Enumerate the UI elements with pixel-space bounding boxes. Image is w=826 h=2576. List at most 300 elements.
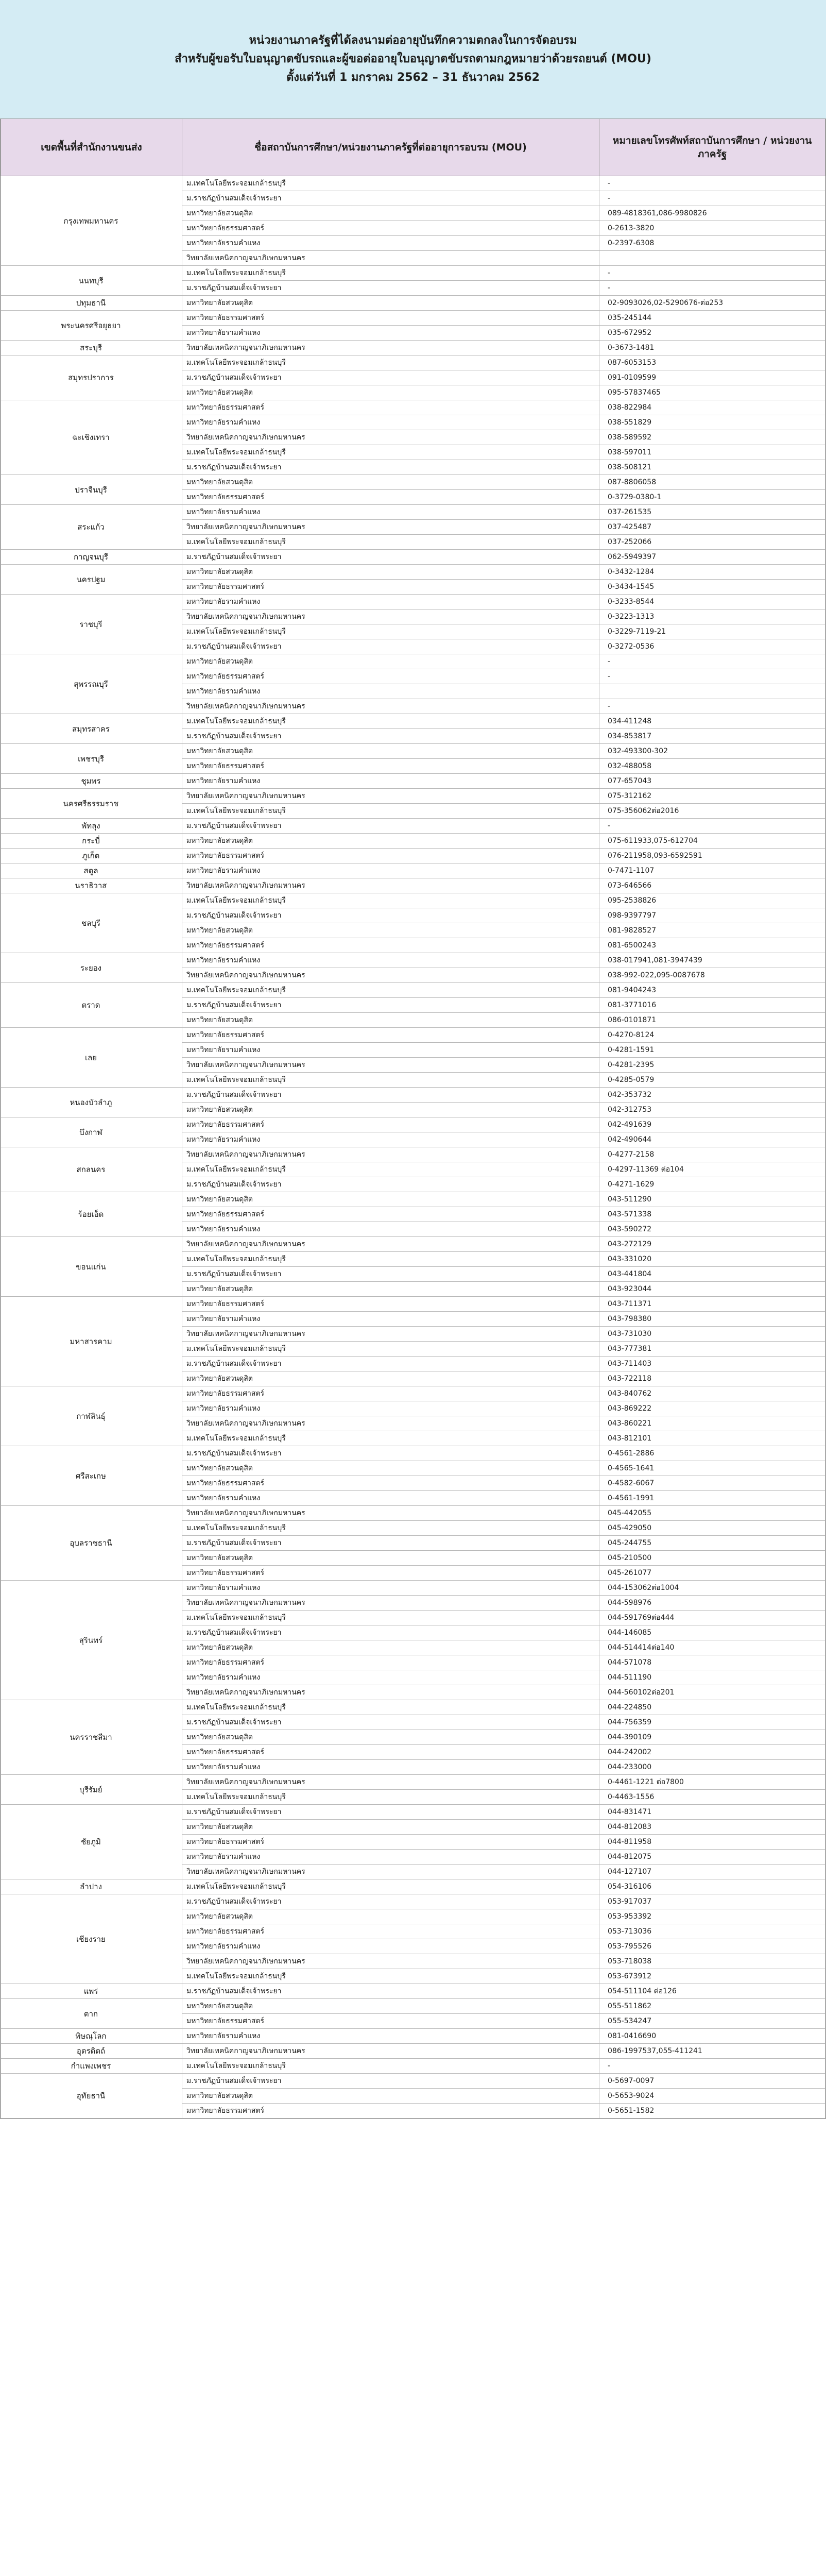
- column-header-province: เขตพื้นที่สำนักงานขนส่ง: [1, 119, 182, 176]
- province-cell: ฉะเชิงเทรา: [1, 400, 182, 475]
- phone-cell: 053-917037: [599, 1894, 825, 1909]
- province-cell: ร้อยเอ็ด: [1, 1192, 182, 1237]
- institution-cell: วิทยาลัยเทคนิคกาญจนาภิเษกมหานคร: [182, 699, 599, 714]
- institution-cell: ม.เทคโนโลยีพระจอมเกล้าธนบุรี: [182, 1342, 599, 1357]
- institution-cell: วิทยาลัยเทคนิคกาญจนาภิเษกมหานคร: [182, 1775, 599, 1790]
- institution-cell: มหาวิทยาลัยธรรมศาสตร์: [182, 221, 599, 236]
- institution-cell: ม.เทคโนโลยีพระจอมเกล้าธนบุรี: [182, 2059, 599, 2074]
- province-cell: พัทลุง: [1, 819, 182, 834]
- institution-cell: ม.ราชภัฏบ้านสมเด็จเจ้าพระยา: [182, 370, 599, 385]
- institution-cell: วิทยาลัยเทคนิคกาญจนาภิเษกมหานคร: [182, 1506, 599, 1521]
- table-row: [1, 714, 825, 729]
- phone-cell: 0-4561-1991: [599, 1491, 825, 1506]
- institution-cell: มหาวิทยาลัยธรรมศาสตร์: [182, 1655, 599, 1670]
- institution-cell: ม.เทคโนโลยีพระจอมเกล้าธนบุรี: [182, 1162, 599, 1177]
- province-cell: สุรินทร์: [1, 1581, 182, 1700]
- table-row: [1, 1088, 825, 1103]
- province-cell: อุบลราชธานี: [1, 1506, 182, 1581]
- institution-cell: วิทยาลัยเทคนิคกาญจนาภิเษกมหานคร: [182, 2044, 599, 2059]
- table-row: [1, 1805, 825, 1820]
- institution-cell: มหาวิทยาลัยธรรมศาสตร์: [182, 1386, 599, 1401]
- phone-cell: 038-508121: [599, 460, 825, 475]
- province-cell: นนทบุรี: [1, 266, 182, 296]
- institution-cell: มหาวิทยาลัยสวนดุสิต: [182, 1820, 599, 1835]
- phone-cell: 044-571078: [599, 1655, 825, 1670]
- province-cell: อุตรดิตถ์: [1, 2044, 182, 2059]
- province-cell: กระบี่: [1, 834, 182, 849]
- institution-cell: ม.ราชภัฏบ้านสมเด็จเจ้าพระยา: [182, 550, 599, 565]
- phone-cell: 073-646566: [599, 878, 825, 893]
- table-row: [1, 893, 825, 908]
- province-cell: มหาสารคาม: [1, 1297, 182, 1386]
- province-cell: นราธิวาส: [1, 878, 182, 893]
- institution-cell: มหาวิทยาลัยรามคำแหง: [182, 863, 599, 878]
- institution-cell: มหาวิทยาลัยรามคำแหง: [182, 953, 599, 968]
- institution-cell: วิทยาลัยเทคนิคกาญจนาภิเษกมหานคร: [182, 789, 599, 804]
- phone-cell: 034-853817: [599, 729, 825, 744]
- phone-cell: 0-4561-2886: [599, 1446, 825, 1461]
- table-row: [1, 834, 825, 849]
- province-cell: เลย: [1, 1028, 182, 1088]
- institution-cell: วิทยาลัยเทคนิคกาญจนาภิเษกมหานคร: [182, 1416, 599, 1431]
- phone-cell: 02-9093026,02-5290676-ต่อ253: [599, 296, 825, 311]
- institution-cell: ม.ราชภัฏบ้านสมเด็จเจ้าพระยา: [182, 191, 599, 206]
- institution-cell: มหาวิทยาลัยสวนดุสิต: [182, 1730, 599, 1745]
- province-cell: เพชรบุรี: [1, 744, 182, 774]
- phone-cell: 043-711403: [599, 1357, 825, 1371]
- institution-cell: มหาวิทยาลัยธรรมศาสตร์: [182, 311, 599, 326]
- institution-cell: มหาวิทยาลัยรามคำแหง: [182, 505, 599, 520]
- table-row: [1, 1147, 825, 1162]
- table-row: [1, 983, 825, 998]
- phone-cell: 0-4582-6067: [599, 1476, 825, 1491]
- phone-cell: 055-511862: [599, 1999, 825, 2014]
- phone-cell: 086-1997537,055-411241: [599, 2044, 825, 2059]
- phone-cell: 0-5653-9024: [599, 2089, 825, 2104]
- institution-cell: มหาวิทยาลัยสวนดุสิต: [182, 1371, 599, 1386]
- province-cell: ชลบุรี: [1, 893, 182, 953]
- institution-cell: มหาวิทยาลัยรามคำแหง: [182, 1581, 599, 1596]
- phone-cell: 086-0101871: [599, 1013, 825, 1028]
- phone-cell: 038-017941,081-3947439: [599, 953, 825, 968]
- province-cell: กรุงเทพมหานคร: [1, 176, 182, 266]
- phone-cell: 044-233000: [599, 1760, 825, 1775]
- province-cell: ปราจีนบุรี: [1, 475, 182, 505]
- table-row: [1, 863, 825, 878]
- phone-cell: 043-731030: [599, 1327, 825, 1342]
- phone-cell: 091-0109599: [599, 370, 825, 385]
- province-cell: พระนครศรีอยุธยา: [1, 311, 182, 341]
- phone-cell: 043-711371: [599, 1297, 825, 1312]
- institution-cell: มหาวิทยาลัยธรรมศาสตร์: [182, 1566, 599, 1581]
- province-cell: สมุทรปราการ: [1, 355, 182, 400]
- province-cell: กำแพงเพชร: [1, 2059, 182, 2074]
- phone-cell: 055-534247: [599, 2014, 825, 2029]
- phone-cell: 0-3729-0380-1: [599, 490, 825, 505]
- institution-cell: ม.ราชภัฏบ้านสมเด็จเจ้าพระยา: [182, 908, 599, 923]
- phone-cell: 038-551829: [599, 415, 825, 430]
- phone-cell: 0-3223-1313: [599, 609, 825, 624]
- table-row: [1, 1775, 825, 1790]
- province-cell: ชัยภูมิ: [1, 1805, 182, 1879]
- table-row: [1, 1117, 825, 1132]
- phone-cell: -: [599, 281, 825, 296]
- institution-cell: ม.ราชภัฏบ้านสมเด็จเจ้าพระยา: [182, 1357, 599, 1371]
- institution-cell: มหาวิทยาลัยสวนดุสิต: [182, 1282, 599, 1297]
- institution-cell: มหาวิทยาลัยสวนดุสิต: [182, 1103, 599, 1117]
- phone-cell: 037-425487: [599, 520, 825, 535]
- mou-table: [1, 118, 825, 2119]
- header-title-line-1: หน่วยงานภาครัฐที่ได้ลงนามต่ออายุบันทึกความตกลงในการจัดอบรม: [249, 34, 577, 47]
- phone-cell: 098-9397797: [599, 908, 825, 923]
- table-header-row: [1, 119, 825, 176]
- institution-cell: ม.ราชภัฏบ้านสมเด็จเจ้าพระยา: [182, 1088, 599, 1103]
- institution-cell: มหาวิทยาลัยธรรมศาสตร์: [182, 400, 599, 415]
- province-cell: หนองบัวลำภู: [1, 1088, 182, 1117]
- phone-cell: 0-2613-3820: [599, 221, 825, 236]
- phone-cell: 043-777381: [599, 1342, 825, 1357]
- institution-cell: วิทยาลัยเทคนิคกาญจนาภิเษกมหานคร: [182, 251, 599, 266]
- phone-cell: 043-798380: [599, 1312, 825, 1327]
- province-cell: นครศรีธรรมราช: [1, 789, 182, 819]
- table-row: [1, 1999, 825, 2014]
- phone-cell: [599, 251, 825, 266]
- institution-cell: ม.เทคโนโลยีพระจอมเกล้าธนบุรี: [182, 624, 599, 639]
- phone-cell: 0-4463-1556: [599, 1790, 825, 1805]
- province-cell: พิษณุโลก: [1, 2029, 182, 2044]
- phone-cell: 035-245144: [599, 311, 825, 326]
- phone-cell: 044-127107: [599, 1865, 825, 1879]
- institution-cell: วิทยาลัยเทคนิคกาญจนาภิเษกมหานคร: [182, 1685, 599, 1700]
- institution-cell: มหาวิทยาลัยรามคำแหง: [182, 1043, 599, 1058]
- phone-cell: 0-4277-2158: [599, 1147, 825, 1162]
- phone-cell: 042-353732: [599, 1088, 825, 1103]
- institution-cell: ม.เทคโนโลยีพระจอมเกล้าธนบุรี: [182, 1521, 599, 1536]
- province-cell: ตราด: [1, 983, 182, 1028]
- institution-cell: มหาวิทยาลัยสวนดุสิต: [182, 1909, 599, 1924]
- institution-cell: ม.ราชภัฏบ้านสมเด็จเจ้าพระยา: [182, 1446, 599, 1461]
- phone-cell: 044-511190: [599, 1670, 825, 1685]
- institution-cell: ม.ราชภัฏบ้านสมเด็จเจ้าพระยา: [182, 1177, 599, 1192]
- phone-cell: 062-5949397: [599, 550, 825, 565]
- institution-cell: ม.เทคโนโลยีพระจอมเกล้าธนบุรี: [182, 266, 599, 281]
- phone-cell: 044-146085: [599, 1625, 825, 1640]
- phone-cell: 044-153062ต่อ1004: [599, 1581, 825, 1596]
- institution-cell: มหาวิทยาลัยสวนดุสิต: [182, 834, 599, 849]
- institution-cell: ม.ราชภัฏบ้านสมเด็จเจ้าพระยา: [182, 1805, 599, 1820]
- institution-cell: มหาวิทยาลัยสวนดุสิต: [182, 206, 599, 221]
- institution-cell: ม.เทคโนโลยีพระจอมเกล้าธนบุรี: [182, 714, 599, 729]
- phone-cell: 032-488058: [599, 759, 825, 774]
- phone-cell: 081-0416690: [599, 2029, 825, 2044]
- institution-cell: ม.เทคโนโลยีพระจอมเกล้าธนบุรี: [182, 1700, 599, 1715]
- phone-cell: 038-822984: [599, 400, 825, 415]
- phone-cell: 043-272129: [599, 1237, 825, 1252]
- institution-cell: มหาวิทยาลัยธรรมศาสตร์: [182, 1835, 599, 1850]
- phone-cell: 095-57837465: [599, 385, 825, 400]
- phone-cell: 044-224850: [599, 1700, 825, 1715]
- table-row: [1, 849, 825, 863]
- institution-cell: วิทยาลัยเทคนิคกาญจนาภิเษกมหานคร: [182, 1058, 599, 1073]
- institution-cell: มหาวิทยาลัยรามคำแหง: [182, 1491, 599, 1506]
- phone-cell: 0-2397-6308: [599, 236, 825, 251]
- institution-cell: มหาวิทยาลัยธรรมศาสตร์: [182, 938, 599, 953]
- phone-cell: 0-3673-1481: [599, 341, 825, 355]
- province-cell: ตาก: [1, 1999, 182, 2029]
- table-row: [1, 311, 825, 326]
- phone-cell: 042-490644: [599, 1132, 825, 1147]
- institution-cell: ม.เทคโนโลยีพระจอมเกล้าธนบุรี: [182, 1073, 599, 1088]
- phone-cell: 075-312162: [599, 789, 825, 804]
- province-cell: บึงกาฬ: [1, 1117, 182, 1147]
- institution-cell: ม.ราชภัฏบ้านสมเด็จเจ้าพระยา: [182, 1625, 599, 1640]
- institution-cell: มหาวิทยาลัยรามคำแหง: [182, 1670, 599, 1685]
- phone-cell: 042-312753: [599, 1103, 825, 1117]
- header-date-range: ตั้งแต่วันที่ 1 มกราคม 2562 – 31 ธันวาคม 2562: [286, 71, 540, 84]
- institution-cell: วิทยาลัยเทคนิคกาญจนาภิเษกมหานคร: [182, 1596, 599, 1611]
- institution-cell: มหาวิทยาลัยสวนดุสิต: [182, 565, 599, 580]
- province-cell: กาญจนบุรี: [1, 550, 182, 565]
- phone-cell: 043-923044: [599, 1282, 825, 1297]
- phone-cell: 053-953392: [599, 1909, 825, 1924]
- table-row: [1, 1192, 825, 1207]
- phone-cell: 043-441804: [599, 1267, 825, 1282]
- phone-cell: 043-571338: [599, 1207, 825, 1222]
- table-row: [1, 266, 825, 281]
- institution-cell: วิทยาลัยเทคนิคกาญจนาภิเษกมหานคร: [182, 609, 599, 624]
- institution-cell: วิทยาลัยเทคนิคกาญจนาภิเษกมหานคร: [182, 1327, 599, 1342]
- institution-cell: วิทยาลัยเทคนิคกาญจนาภิเษกมหานคร: [182, 1147, 599, 1162]
- phone-cell: -: [599, 699, 825, 714]
- phone-cell: 044-811958: [599, 1835, 825, 1850]
- phone-cell: 044-390109: [599, 1730, 825, 1745]
- institution-cell: ม.ราชภัฏบ้านสมเด็จเจ้าพระยา: [182, 460, 599, 475]
- institution-cell: มหาวิทยาลัยธรรมศาสตร์: [182, 1117, 599, 1132]
- institution-cell: มหาวิทยาลัยสวนดุสิต: [182, 1013, 599, 1028]
- province-cell: สตูล: [1, 863, 182, 878]
- institution-cell: มหาวิทยาลัยสวนดุสิต: [182, 923, 599, 938]
- institution-cell: มหาวิทยาลัยรามคำแหง: [182, 1850, 599, 1865]
- table-row: [1, 744, 825, 759]
- province-cell: สมุทรสาคร: [1, 714, 182, 744]
- institution-cell: ม.เทคโนโลยีพระจอมเกล้าธนบุรี: [182, 983, 599, 998]
- phone-cell: 0-3233-8544: [599, 595, 825, 609]
- institution-cell: มหาวิทยาลัยรามคำแหง: [182, 1401, 599, 1416]
- province-cell: สกลนคร: [1, 1147, 182, 1192]
- phone-cell: 044-812075: [599, 1850, 825, 1865]
- institution-cell: มหาวิทยาลัยธรรมศาสตร์: [182, 2104, 599, 2119]
- phone-cell: 044-591769ต่อ444: [599, 1611, 825, 1625]
- phone-cell: 095-2538826: [599, 893, 825, 908]
- phone-cell: 087-8806058: [599, 475, 825, 490]
- institution-cell: ม.เทคโนโลยีพระจอมเกล้าธนบุรี: [182, 1252, 599, 1267]
- province-cell: บุรีรัมย์: [1, 1775, 182, 1805]
- phone-cell: 0-4285-0579: [599, 1073, 825, 1088]
- institution-cell: ม.เทคโนโลยีพระจอมเกล้าธนบุรี: [182, 1969, 599, 1984]
- province-cell: นครปฐม: [1, 565, 182, 595]
- table-row: [1, 2029, 825, 2044]
- province-cell: ลำปาง: [1, 1879, 182, 1894]
- phone-cell: 043-860221: [599, 1416, 825, 1431]
- phone-cell: 044-598976: [599, 1596, 825, 1611]
- institution-cell: มหาวิทยาลัยรามคำแหง: [182, 326, 599, 341]
- phone-cell: [599, 684, 825, 699]
- phone-cell: 0-5651-1582: [599, 2104, 825, 2119]
- phone-cell: 0-4297-11369 ต่อ104: [599, 1162, 825, 1177]
- phone-cell: 0-4565-1641: [599, 1461, 825, 1476]
- phone-cell: -: [599, 191, 825, 206]
- table-row: [1, 1386, 825, 1401]
- phone-cell: 044-242002: [599, 1745, 825, 1760]
- phone-cell: 081-9828527: [599, 923, 825, 938]
- institution-cell: มหาวิทยาลัยสวนดุสิต: [182, 296, 599, 311]
- province-cell: อุทัยธานี: [1, 2074, 182, 2119]
- table-row: [1, 1446, 825, 1461]
- phone-cell: -: [599, 176, 825, 191]
- institution-cell: วิทยาลัยเทคนิคกาญจนาภิเษกมหานคร: [182, 341, 599, 355]
- institution-cell: มหาวิทยาลัยธรรมศาสตร์: [182, 669, 599, 684]
- institution-cell: ม.ราชภัฏบ้านสมเด็จเจ้าพระยา: [182, 1894, 599, 1909]
- institution-cell: มหาวิทยาลัยสวนดุสิต: [182, 475, 599, 490]
- phone-cell: 043-869222: [599, 1401, 825, 1416]
- phone-cell: 045-244755: [599, 1536, 825, 1551]
- table-row: [1, 1700, 825, 1715]
- phone-cell: 0-5697-0097: [599, 2074, 825, 2089]
- institution-cell: มหาวิทยาลัยสวนดุสิต: [182, 1999, 599, 2014]
- phone-cell: 045-210500: [599, 1551, 825, 1566]
- institution-cell: วิทยาลัยเทคนิคกาญจนาภิเษกมหานคร: [182, 1865, 599, 1879]
- institution-cell: ม.เทคโนโลยีพระจอมเกล้าธนบุรี: [182, 1431, 599, 1446]
- phone-cell: 0-3432-1284: [599, 565, 825, 580]
- institution-cell: มหาวิทยาลัยสวนดุสิต: [182, 385, 599, 400]
- phone-cell: 081-3771016: [599, 998, 825, 1013]
- document-header: [0, 0, 826, 118]
- header-title-line-2: สำหรับผู้ขอรับใบอนุญาตขับรถและผู้ขอต่ออายุใบอนุญาตขับรถตามกฎหมายว่าด้วยรถยนต์ (MOU): [175, 53, 651, 65]
- phone-cell: 054-316106: [599, 1879, 825, 1894]
- phone-cell: 043-511290: [599, 1192, 825, 1207]
- phone-cell: 0-4281-1591: [599, 1043, 825, 1058]
- phone-cell: 034-411248: [599, 714, 825, 729]
- table-row: [1, 400, 825, 415]
- institution-cell: ม.เทคโนโลยีพระจอมเกล้าธนบุรี: [182, 355, 599, 370]
- institution-cell: วิทยาลัยเทคนิคกาญจนาภิเษกมหานคร: [182, 968, 599, 983]
- mou-table-container: [0, 118, 826, 2119]
- province-cell: ศรีสะเกษ: [1, 1446, 182, 1506]
- institution-cell: วิทยาลัยเทคนิคกาญจนาภิเษกมหานคร: [182, 878, 599, 893]
- province-cell: ขอนแก่น: [1, 1237, 182, 1297]
- institution-cell: มหาวิทยาลัยรามคำแหง: [182, 1760, 599, 1775]
- table-row: [1, 819, 825, 834]
- institution-cell: มหาวิทยาลัยสวนดุสิต: [182, 1640, 599, 1655]
- phone-cell: 038-992-022,095-0087678: [599, 968, 825, 983]
- institution-cell: ม.ราชภัฏบ้านสมเด็จเจ้าพระยา: [182, 998, 599, 1013]
- phone-cell: 044-812083: [599, 1820, 825, 1835]
- phone-cell: 038-589592: [599, 430, 825, 445]
- phone-cell: 037-261535: [599, 505, 825, 520]
- table-row: [1, 1028, 825, 1043]
- phone-cell: 087-6053153: [599, 355, 825, 370]
- institution-cell: มหาวิทยาลัยธรรมศาสตร์: [182, 2014, 599, 2029]
- table-row: [1, 296, 825, 311]
- institution-cell: ม.เทคโนโลยีพระจอมเกล้าธนบุรี: [182, 445, 599, 460]
- phone-cell: 037-252066: [599, 535, 825, 550]
- phone-cell: 075-611933,075-612704: [599, 834, 825, 849]
- province-cell: ชุมพร: [1, 774, 182, 789]
- institution-cell: มหาวิทยาลัยธรรมศาสตร์: [182, 849, 599, 863]
- province-cell: นครราชสีมา: [1, 1700, 182, 1775]
- province-cell: ระยอง: [1, 953, 182, 983]
- phone-cell: 044-560102ต่อ201: [599, 1685, 825, 1700]
- table-row: [1, 1879, 825, 1894]
- institution-cell: ม.ราชภัฏบ้านสมเด็จเจ้าพระยา: [182, 819, 599, 834]
- table-body: [1, 176, 825, 2119]
- institution-cell: มหาวิทยาลัยธรรมศาสตร์: [182, 1207, 599, 1222]
- table-row: [1, 1297, 825, 1312]
- institution-cell: มหาวิทยาลัยธรรมศาสตร์: [182, 1028, 599, 1043]
- table-row: [1, 774, 825, 789]
- institution-cell: มหาวิทยาลัยธรรมศาสตร์: [182, 580, 599, 595]
- institution-cell: ม.ราชภัฏบ้านสมเด็จเจ้าพระยา: [182, 281, 599, 296]
- institution-cell: วิทยาลัยเทคนิคกาญจนาภิเษกมหานคร: [182, 1954, 599, 1969]
- institution-cell: วิทยาลัยเทคนิคกาญจนาภิเษกมหานคร: [182, 520, 599, 535]
- table-row: [1, 1894, 825, 1909]
- institution-cell: ม.เทคโนโลยีพระจอมเกล้าธนบุรี: [182, 535, 599, 550]
- table-row: [1, 878, 825, 893]
- institution-cell: มหาวิทยาลัยรามคำแหง: [182, 595, 599, 609]
- table-row: [1, 595, 825, 609]
- phone-cell: 044-514414ต่อ140: [599, 1640, 825, 1655]
- phone-cell: -: [599, 266, 825, 281]
- institution-cell: มหาวิทยาลัยสวนดุสิต: [182, 1551, 599, 1566]
- institution-cell: มหาวิทยาลัยธรรมศาสตร์: [182, 1476, 599, 1491]
- phone-cell: 054-511104 ต่อ126: [599, 1984, 825, 1999]
- institution-cell: มหาวิทยาลัยธรรมศาสตร์: [182, 1745, 599, 1760]
- province-cell: ภูเก็ต: [1, 849, 182, 863]
- phone-cell: 043-331020: [599, 1252, 825, 1267]
- table-row: [1, 1237, 825, 1252]
- institution-cell: มหาวิทยาลัยธรรมศาสตร์: [182, 1924, 599, 1939]
- institution-cell: ม.เทคโนโลยีพระจอมเกล้าธนบุรี: [182, 1611, 599, 1625]
- institution-cell: ม.ราชภัฏบ้านสมเด็จเจ้าพระยา: [182, 1536, 599, 1551]
- phone-cell: -: [599, 669, 825, 684]
- phone-cell: 0-7471-1107: [599, 863, 825, 878]
- phone-cell: 089-4818361,086-9980826: [599, 206, 825, 221]
- institution-cell: มหาวิทยาลัยสวนดุสิต: [182, 1192, 599, 1207]
- institution-cell: ม.ราชภัฏบ้านสมเด็จเจ้าพระยา: [182, 1984, 599, 1999]
- institution-cell: มหาวิทยาลัยรามคำแหง: [182, 236, 599, 251]
- table-row: [1, 953, 825, 968]
- institution-cell: ม.ราชภัฏบ้านสมเด็จเจ้าพระยา: [182, 639, 599, 654]
- phone-cell: 053-673912: [599, 1969, 825, 1984]
- table-row: [1, 2059, 825, 2074]
- institution-cell: ม.เทคโนโลยีพระจอมเกล้าธนบุรี: [182, 1879, 599, 1894]
- phone-cell: 076-211958,093-6592591: [599, 849, 825, 863]
- phone-cell: -: [599, 819, 825, 834]
- table-row: [1, 2074, 825, 2089]
- phone-cell: 081-6500243: [599, 938, 825, 953]
- table-row: [1, 176, 825, 191]
- institution-cell: มหาวิทยาลัยรามคำแหง: [182, 1939, 599, 1954]
- province-cell: เชียงราย: [1, 1894, 182, 1984]
- table-row: [1, 550, 825, 565]
- province-cell: สุพรรณบุรี: [1, 654, 182, 714]
- province-cell: แพร่: [1, 1984, 182, 1999]
- institution-cell: มหาวิทยาลัยรามคำแหง: [182, 1312, 599, 1327]
- institution-cell: มหาวิทยาลัยรามคำแหง: [182, 774, 599, 789]
- institution-cell: มหาวิทยาลัยรามคำแหง: [182, 684, 599, 699]
- phone-cell: 0-3434-1545: [599, 580, 825, 595]
- phone-cell: 043-590272: [599, 1222, 825, 1237]
